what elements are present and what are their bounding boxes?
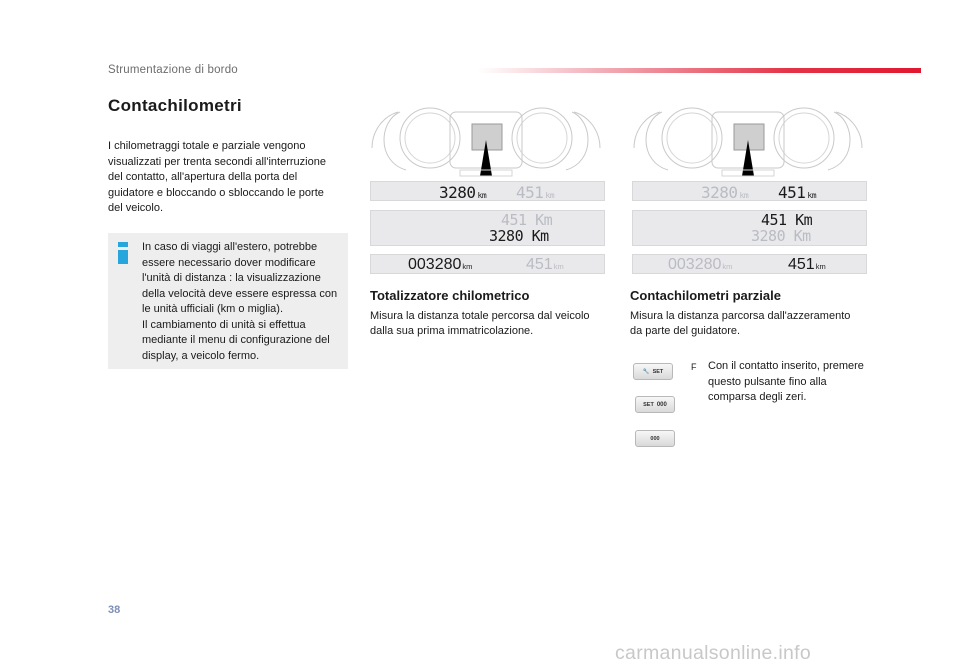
- total-lcd: 003280: [408, 256, 462, 273]
- trip-value: 451: [778, 183, 806, 202]
- running-header: Strumentazione di bordo: [108, 64, 238, 76]
- step-instruction: Con il contatto inserito, premere questo pulsante fino alla comparsa degli zeri.: [708, 360, 864, 403]
- total-value: 3280: [439, 183, 476, 202]
- reset-button-set-wrench[interactable]: [633, 363, 673, 380]
- button-label: SET: [652, 368, 664, 375]
- info-icon: [118, 242, 128, 264]
- display-lcd-partial: 003280km 451km: [632, 254, 867, 274]
- section-title: Contachilometri: [108, 96, 242, 115]
- totalizer-title: Totalizzatore chilometrico: [370, 288, 530, 303]
- trip-line: 451 Km: [761, 211, 813, 229]
- total-lcd: 003280: [668, 256, 722, 273]
- display-line-total: 3280 km 451 km: [370, 181, 605, 201]
- display-line-partial: 3280 km 451 km: [632, 181, 867, 201]
- trip-lcd: 451: [526, 256, 553, 273]
- display-two-line-partial: [632, 210, 867, 246]
- trip-lcd: 451: [788, 256, 815, 273]
- header-accent-bar: [478, 68, 921, 73]
- partial-text: Misura la distanza parcorsa dall'azzeramento da parte del guidatore.: [630, 310, 851, 337]
- total-value: 3280: [701, 183, 738, 202]
- intro-paragraph: I chilometraggi totale e parziale vengono visualizzati per trenta secondi all'interruzione del contatto, all'apertura della porta del guidatore e bloccando o sbloccando le porte del veicolo.: [108, 140, 326, 214]
- instrument-cluster-illustration-partial: [632, 100, 864, 178]
- trip-line: 451 Km: [501, 211, 553, 229]
- total-line: 3280 Km: [751, 227, 811, 245]
- instrument-cluster-illustration-total: [370, 100, 602, 178]
- info-text: In caso di viaggi all'estero, potrebbe essere necessario dover modificare l'unità di distanza : la visualizzazione della velocità deve essere espressa con le unità ufficiali (km o miglia). Il cambiamento di unità si effettua mediante il menu di configurazione del display, a veicolo fermo.: [142, 241, 338, 362]
- wrench-icon: 🔧: [642, 368, 650, 375]
- display-two-line-total: [370, 210, 605, 246]
- trip-value: 451: [516, 183, 544, 202]
- reset-button-set-000[interactable]: [635, 396, 675, 413]
- watermark: carmanualsonline.info: [615, 642, 811, 664]
- step-arrow-icon: F: [691, 362, 697, 372]
- button-label: SET: [643, 401, 654, 408]
- total-line: 3280 Km: [489, 227, 549, 245]
- totalizer-text: Misura la distanza totale percorsa dal veicolo dalla sua prima immatricolazione.: [370, 310, 590, 337]
- button-label: 000: [650, 435, 660, 442]
- reset-button-000[interactable]: [635, 430, 675, 447]
- button-extra: 000: [656, 401, 667, 408]
- page-number: 38: [108, 604, 121, 616]
- partial-title: Contachilometri parziale: [630, 288, 781, 303]
- display-lcd-total: 003280km 451km: [370, 254, 605, 274]
